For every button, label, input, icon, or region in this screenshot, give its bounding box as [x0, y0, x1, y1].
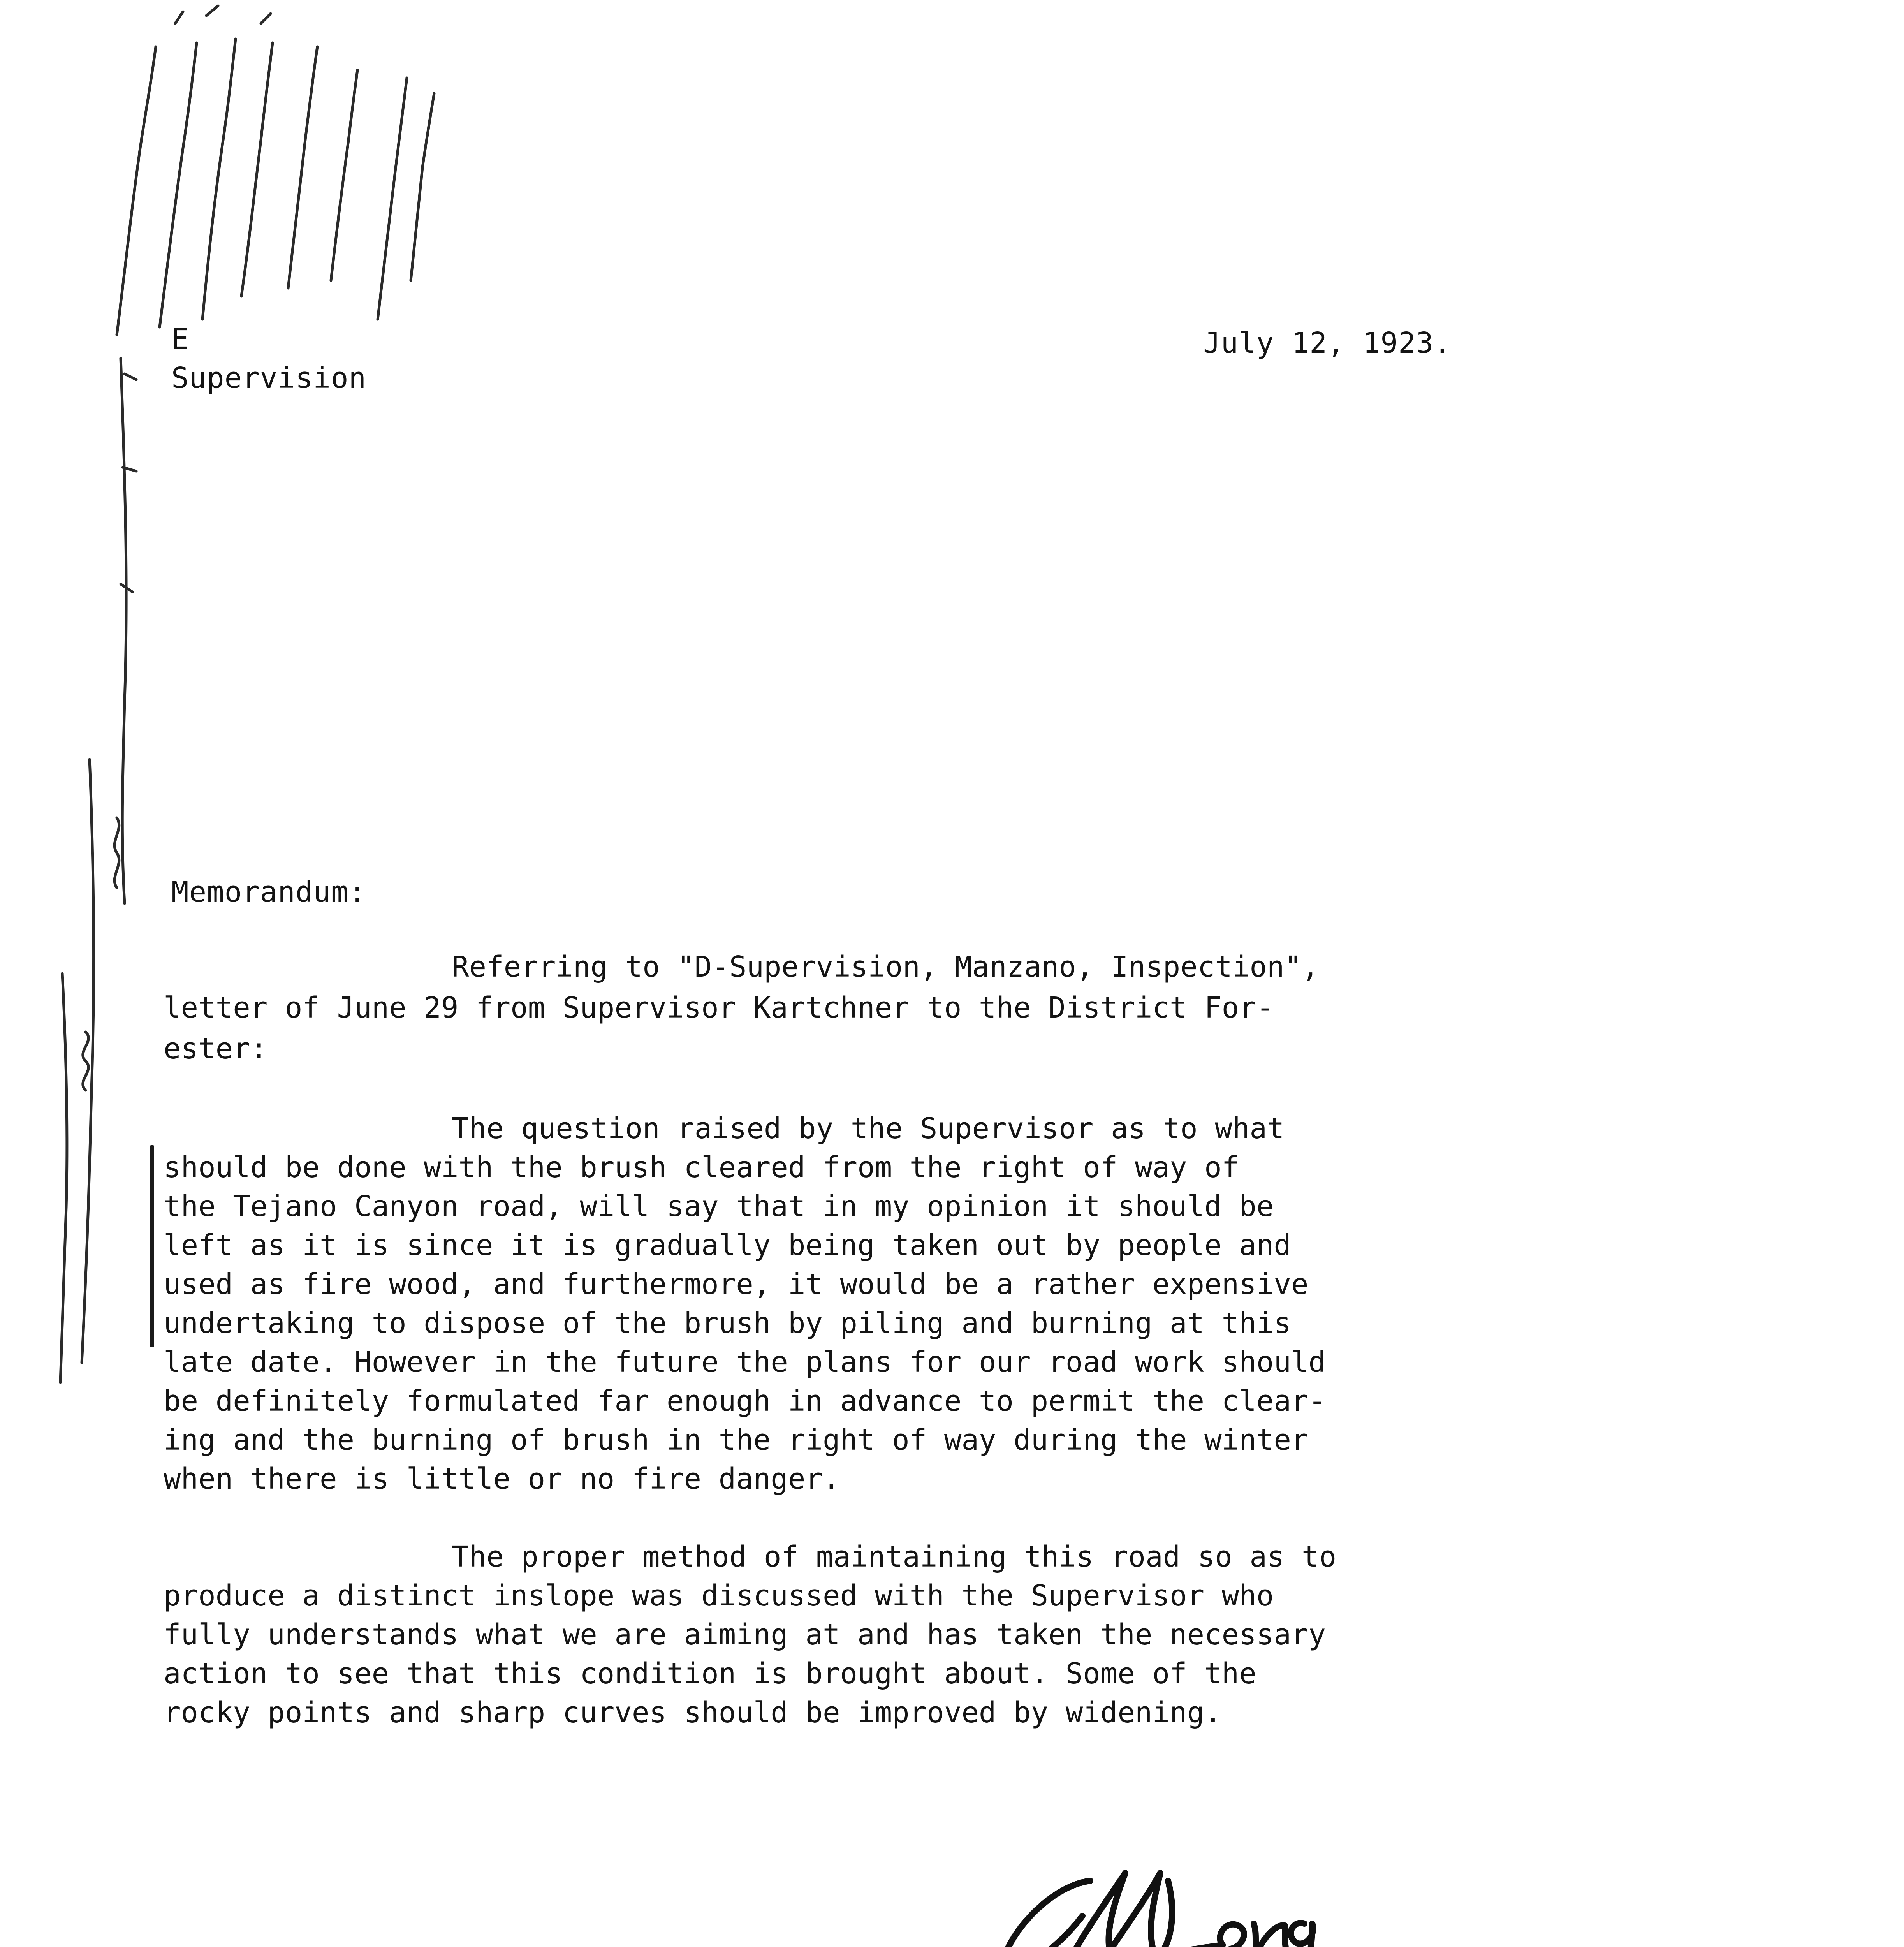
paragraph1-line: left as it is since it is gradually being taken out by people and [164, 1229, 1291, 1262]
paragraph2-line: rocky points and sharp curves should be improved by widening. [164, 1696, 1222, 1729]
reference-line: letter of June 29 from Supervisor Kartchner to the District For- [164, 991, 1274, 1025]
paragraph1-line: be definitely formulated far enough in advance to permit the clear- [164, 1384, 1326, 1418]
paragraph2-line: The proper method of maintaining this road so as to [452, 1540, 1337, 1574]
paragraph1-line: late date. However in the future the plans for our road work should [164, 1345, 1326, 1379]
paragraph1-line: ing and the burning of brush in the right of way during the winter [164, 1423, 1309, 1457]
reference-line: Referring to "D-Supervision, Manzano, Inspection", [452, 950, 1319, 984]
file-code: E [171, 322, 189, 356]
file-subject: Supervision [171, 361, 367, 395]
reference-line: ester: [164, 1032, 268, 1065]
paragraph2-line: action to see that this condition is brought about. Some of the [164, 1657, 1256, 1690]
memo-heading: Memorandum: [171, 875, 367, 909]
memo-date: July 12, 1923. [1203, 326, 1452, 360]
left-margin-handwriting [23, 350, 152, 1402]
paragraph1-line: should be done with the brush cleared from the right of way of [164, 1151, 1239, 1184]
paragraph1-line: used as fire wood, and furthermore, it would be a rather expensive [164, 1267, 1309, 1301]
paragraph1-line: undertaking to dispose of the brush by piling and burning at this [164, 1306, 1291, 1340]
paragraph1-line: when there is little or no fire danger. [164, 1462, 840, 1496]
margin-bracket-mark [150, 1145, 154, 1347]
top-margin-handwriting [58, 0, 467, 350]
paragraph1-line: the Tejano Canyon road, will say that in my opinion it should be [164, 1190, 1274, 1223]
paragraph2-line: produce a distinct inslope was discussed with the Supervisor who [164, 1579, 1274, 1613]
paragraph1-line: The question raised by the Supervisor as to what [452, 1112, 1285, 1145]
signature-image [942, 1857, 1324, 1947]
paragraph2-line: fully understands what we are aiming at and has taken the necessary [164, 1618, 1326, 1651]
